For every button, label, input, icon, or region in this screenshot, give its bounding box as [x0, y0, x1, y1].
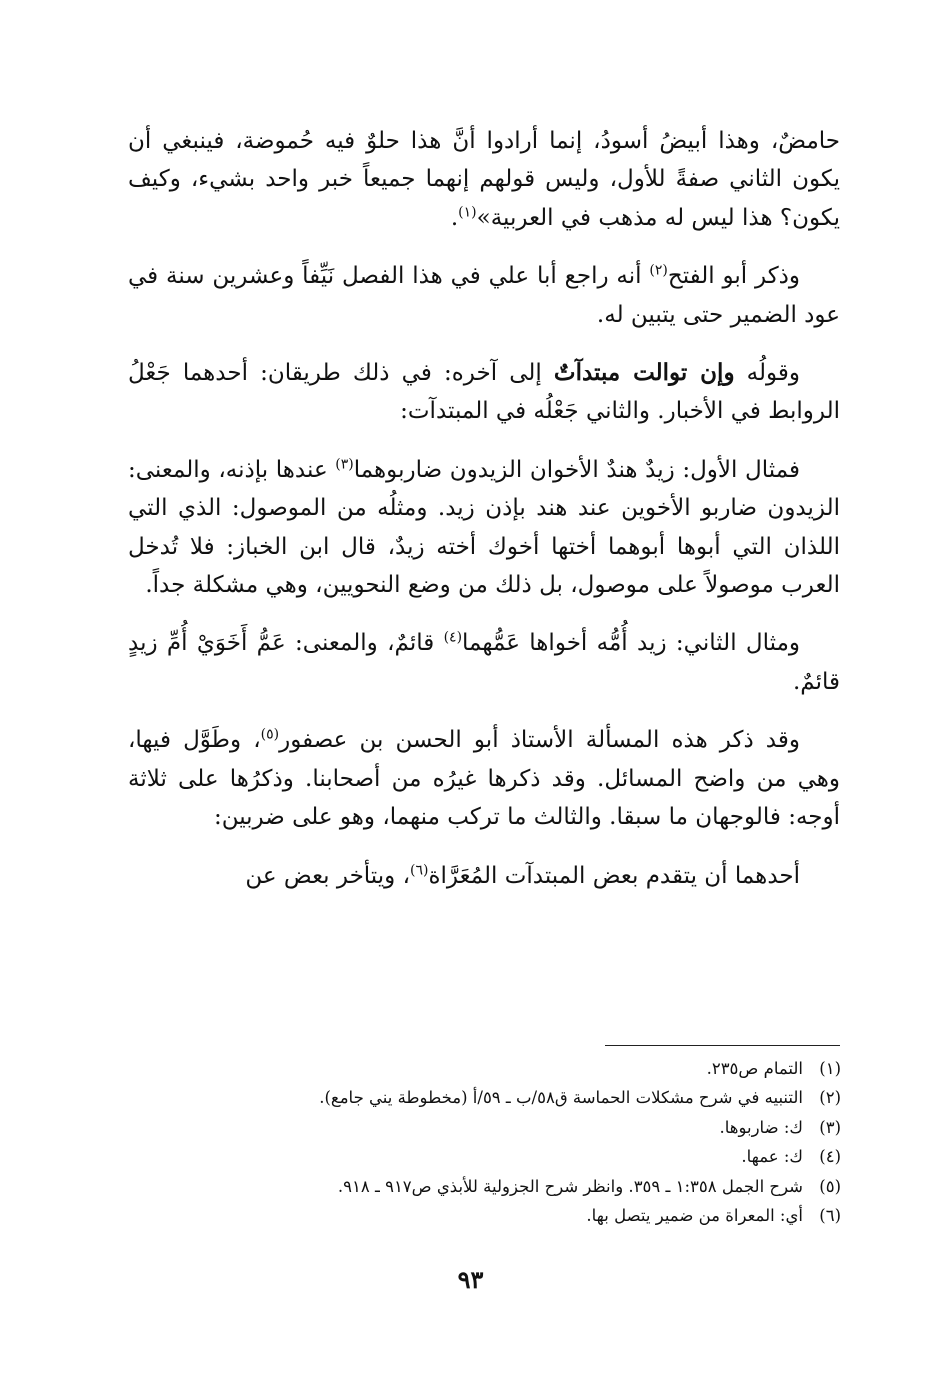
- footnote-4: [200, 1142, 841, 1171]
- footnote-ref-3[interactable]: (٣): [335, 456, 354, 473]
- footnote-5: [200, 1172, 841, 1201]
- footnote-number: (٢): [819, 1088, 841, 1108]
- footnote-ref-2[interactable]: (٢): [649, 262, 668, 279]
- footnote-text: التنبيه في شرح مشكلات الحماسة ق٥٨/ب ـ ٥٩/أ (مخطوطة يني جامع).: [319, 1088, 803, 1108]
- footnote-ref-4[interactable]: (٤): [443, 629, 463, 646]
- paragraph-7-text-after: ، ويتأخر بعض عن: [245, 862, 410, 889]
- footnote-text: ك: عمها.: [741, 1147, 803, 1167]
- quoted-phrase: وإن توالت مبتدآتٌ: [553, 359, 735, 387]
- footnote-number: (٣): [819, 1117, 841, 1137]
- paragraph-2-text-before: وذكر أبو الفتح: [667, 263, 800, 290]
- footnote-separator: [605, 1045, 840, 1046]
- paragraph-5-text-after: قائمٌ، والمعنى: عَمُّ أَخَوَيْ أُمِّ زيدٍ قائمٌ.: [128, 630, 840, 695]
- paragraph-6-text-before: وقد ذكر هذه المسألة الأستاذ أبو الحسن بن عصفور: [279, 727, 800, 754]
- footnote-text: أي: المعراة من ضمير يتصل بها.: [586, 1206, 803, 1226]
- main-text: [128, 122, 840, 915]
- footnote-number: (١): [819, 1059, 841, 1078]
- paragraph-4-text-before: فمثال الأول: زيدٌ هندٌ الأخوان الزيدون ضاربوهما: [353, 456, 800, 483]
- footnote-text: التمام ص٢٣٥.: [706, 1059, 803, 1078]
- footnote-text: شرح الجمل ١:٣٥٨ ـ ٣٥٩. وانظر شرح الجزولية للأبذي ص٩١٧ ـ ٩١٨.: [337, 1176, 803, 1196]
- footnote-3: [200, 1113, 841, 1142]
- footnote-ref-6[interactable]: (٦): [410, 861, 429, 878]
- paragraph-4-text-after: عندها بإذنه، والمعنى: الزيدون ضاربو الأخوين عند هند بإذن زيد. ومثلُه من الموصول: الذي التي اللذان التي أبوها أبوهما أختها أخوك أخته زيدٌ، قال ابن الخباز: فلا تُدخل العرب موصولاً على موصول، بل ذلك من وضع النحويين، وهي مشكلة جداً.: [128, 456, 840, 599]
- footnote-number: (٤): [819, 1147, 841, 1167]
- paragraph-6-text-after: ، وطَوَّل فيها، وهي من واضح المسائل. وقد ذكرها غيرُه من أصحابنا. وذكرُها على ثلاثة أوجه: فالوجهان ما سبقا. والثالث ما تركب منهما، وهو على ضربين:: [128, 727, 840, 831]
- footnotes-list: [200, 1054, 841, 1230]
- paragraph-6: [128, 721, 840, 836]
- paragraph-1-text: حامضٌ، وهذا أبيضُ أسودُ، إنما أرادوا أنَّ هذا حلوٌ فيه حُموضة، فينبغي أن يكون الثاني صفةً للأول، وليس قولهم إنهما جميعاً خبر واحد بشيء، وكيف يكون؟ هذا ليس له مذهب في العربية»: [128, 128, 840, 231]
- footnote-ref-5[interactable]: (٥): [260, 726, 280, 743]
- paragraph-1: [128, 122, 840, 237]
- footnote-ref-1[interactable]: (١): [458, 204, 477, 221]
- paragraph-5-text-before: ومثال الثاني: زيد أُمُّه أخواها عَمُّهما: [462, 630, 800, 657]
- page-number: ٩٣: [457, 1265, 484, 1294]
- footnote-number: (٥): [819, 1176, 841, 1196]
- footnote-6: [200, 1201, 841, 1230]
- footnote-1: [200, 1054, 841, 1083]
- paragraph-7: [128, 857, 840, 895]
- paragraph-1-end: .: [450, 204, 459, 231]
- footnote-number: (٦): [819, 1206, 841, 1226]
- paragraph-3-text-after: إلى آخره: في ذلك طريقان: أحدهما جَعْلُ الروابط في الأخبار. والثاني جَعْلُه في المبتدآت:: [128, 360, 840, 425]
- footnote-text: ك: ضاربوها.: [719, 1117, 803, 1137]
- paragraph-7-text-before: أحدهما أن يتقدم بعض المبتدآت المُعَرَّاة: [428, 862, 800, 889]
- paragraph-3-text-before: وقولُه: [734, 360, 801, 387]
- paragraph-5: [128, 624, 840, 701]
- paragraph-2-text-after: أنه راجع أبا علي في هذا الفصل نَيِّفاً وعشرين سنة في عود الضمير حتى يتبين له.: [128, 263, 840, 328]
- paragraph-3: [128, 354, 840, 431]
- paragraph-2: [128, 257, 840, 334]
- footnote-2: [200, 1083, 841, 1112]
- paragraph-4: [128, 451, 840, 605]
